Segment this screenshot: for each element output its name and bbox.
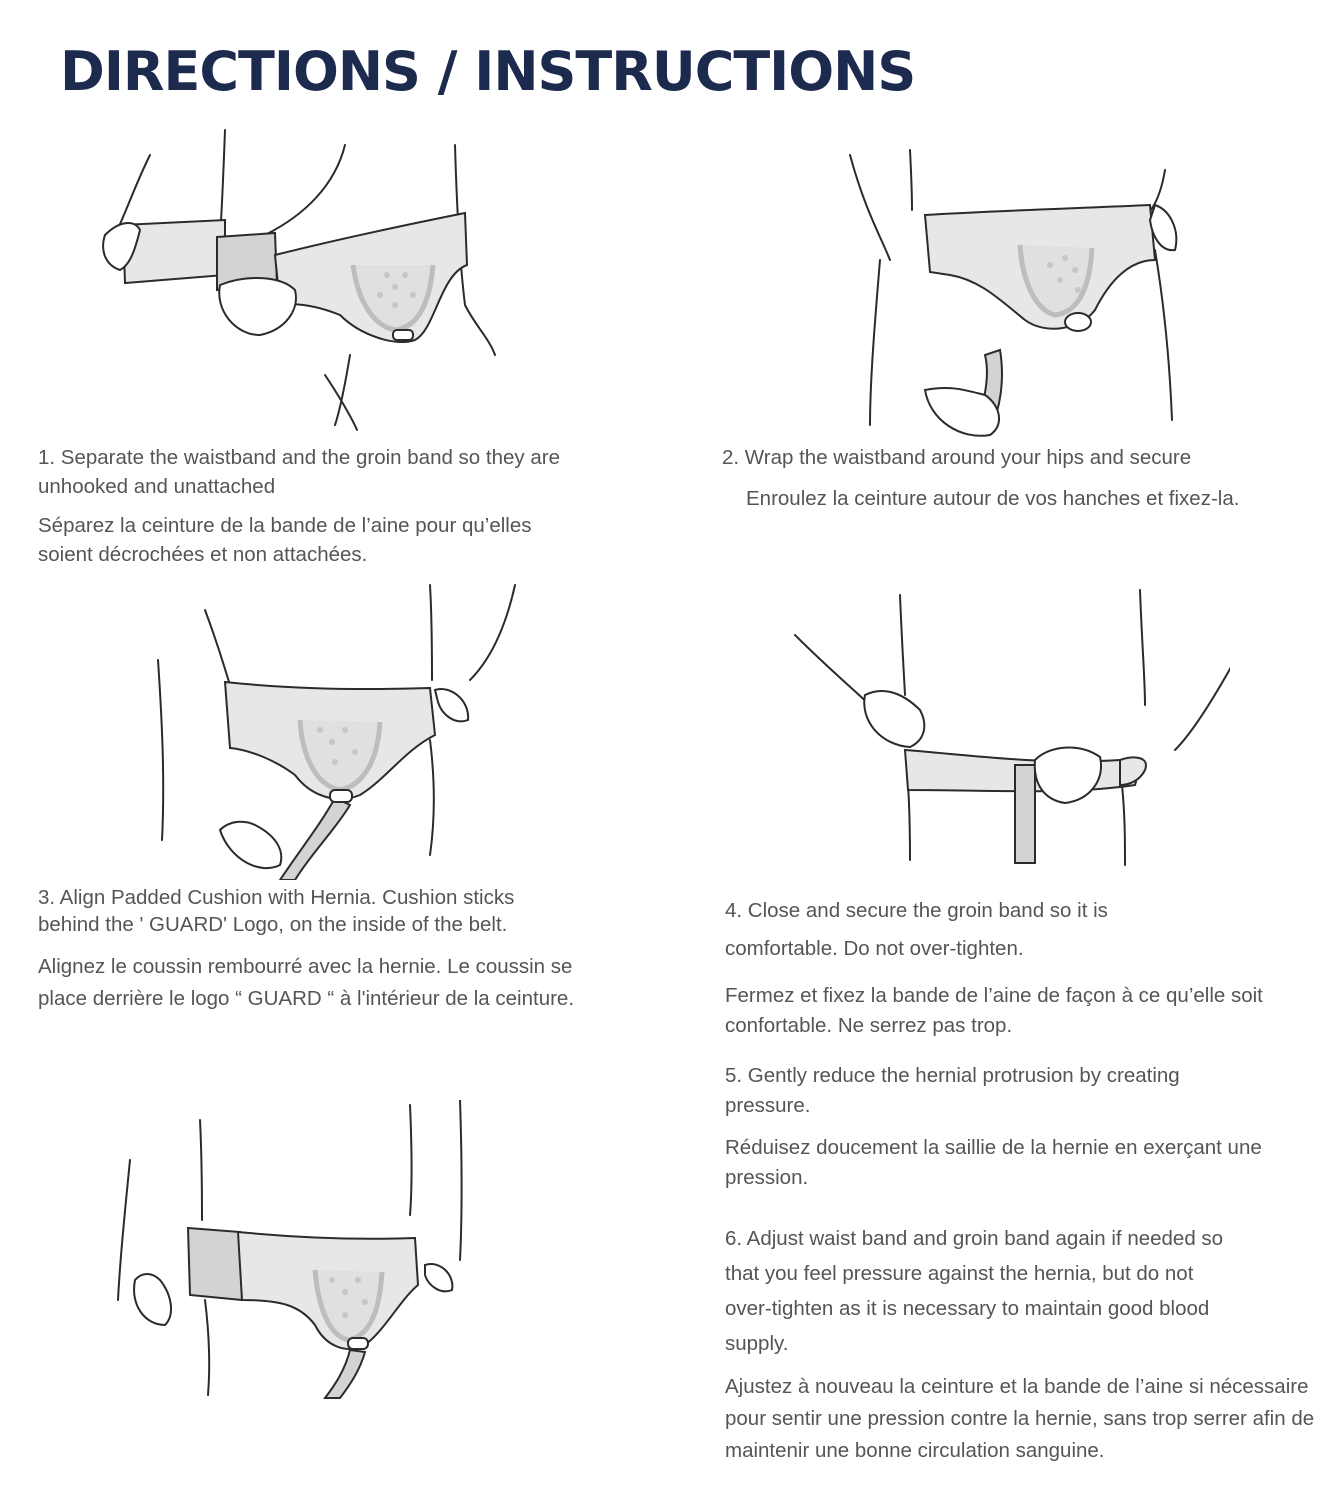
step-5-english: 5. Gently reduce the hernial protrusion by creating pressure. [725, 1064, 1180, 1117]
step-3-french: Alignez le coussin rembourré avec la hernie. Le coussin se place derrière le logo “ GUARD “ à l'intérieur de la ceinture. [38, 955, 575, 1010]
illustration-step-4 [790, 585, 1230, 870]
cushion-align-drawing [150, 580, 520, 880]
illustration-step-3 [150, 580, 520, 880]
step-1-english: 1. Separate the waistband and the groin band so they are unhooked and unattached [38, 446, 560, 498]
step-4-french: Fermez et fixez la bande de l’aine de façon à ce qu’elle soit confortable. Ne serrez pas trop. [725, 984, 1263, 1037]
step-1-french: Séparez la ceinture de la bande de l’aine pour qu’elles soient décrochées et non attachées. [38, 514, 532, 566]
step-2-french: Enroulez la ceinture autour de vos hanches et fixez-la. [746, 487, 1240, 510]
step-2-english: 2. Wrap the waistband around your hips and secure [722, 446, 1192, 469]
page-title: DIRECTIONS / INSTRUCTIONS [60, 40, 916, 103]
belt-separate-drawing [95, 125, 515, 435]
illustration-step-6 [110, 1100, 480, 1400]
step-6-french: Ajustez à nouveau la ceinture et la bande de l’aine si nécessaire pour sentir une pression contre la hernie, sans trop serrer afin de maintenir une bonne circulation sanguine. [725, 1375, 1315, 1462]
illustration-step-1 [95, 125, 515, 435]
step-5-french: Réduisez doucement la saillie de la hernie en exerçant une pression. [725, 1136, 1262, 1189]
belt-adjust-drawing [110, 1100, 480, 1400]
illustration-step-2 [840, 140, 1220, 440]
groin-band-close-drawing [790, 585, 1230, 870]
step-4-english: 4. Close and secure the groin band so it is comfortable. Do not over-tighten. [725, 899, 1108, 960]
step-3-english: 3. Align Padded Cushion with Hernia. Cushion sticks behind the ' GUARD' Logo, on the inside of the belt. [38, 886, 515, 936]
step-6-english: 6. Adjust waist band and groin band again if needed so that you feel pressure against the hernia, but do not over-tighten as it is necessary to maintain good blood supply. [725, 1227, 1224, 1355]
belt-wrap-drawing [840, 140, 1220, 440]
